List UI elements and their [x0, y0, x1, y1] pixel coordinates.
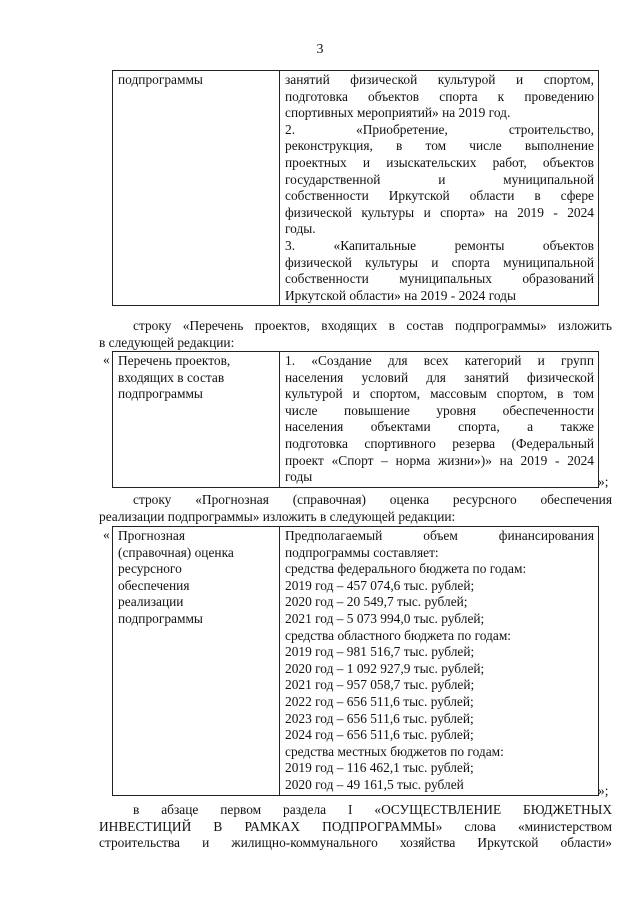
text-line: населения объектами спорта, а также: [285, 419, 594, 435]
text-line: 1. «Создание для всех категорий и групп: [285, 353, 594, 368]
open-quote: «: [103, 352, 110, 367]
table-row: [113, 71, 599, 306]
text-line: проект «Спорт – норма жизни»)» на 2019 - 2024: [285, 452, 594, 468]
passport-table-continued: [112, 70, 599, 306]
text-line: ИНВЕСТИЦИЙ В РАМКАХ ПОДПРОГРАММЫ» слова «министерством: [99, 818, 612, 834]
text-line: 2021 год – 957 058,7 тыс. рублей;: [285, 677, 475, 693]
text-line: физической культуры и спорта» на 2019 - 2024: [285, 204, 594, 220]
text-line: Предполагаемый объем финансирования: [285, 528, 594, 543]
row-value: [280, 71, 599, 306]
text-line: реализации подпрограммы» изложить в следующей редакции:: [99, 508, 456, 524]
text-line: культурой и спортом, массовым спортом, в том: [285, 386, 594, 402]
text-line: 2022 год – 656 511,6 тыс. рублей;: [285, 693, 474, 709]
text-line: (справочная) оценка: [118, 544, 234, 560]
text-line: обеспечения: [118, 577, 190, 593]
instruction-paragraph: [99, 802, 612, 852]
text-line: годы.: [285, 221, 316, 237]
text-line: подготовка объектов спорта к проведению: [285, 88, 594, 104]
text-line: реализации: [118, 594, 184, 610]
text-line: Иркутской области» на 2019 - 2024 годы: [285, 287, 516, 303]
resources-table: [112, 526, 599, 796]
text-line: 2024 год – 656 511,6 тыс. рублей;: [285, 727, 474, 743]
text-line: 2023 год – 656 511,6 тыс. рублей;: [285, 710, 474, 726]
text-line: 2019 год – 457 074,6 тыс. рублей;: [285, 577, 475, 593]
text-line: строительства и жилищно-коммунального хозяйства Иркутской области»: [99, 835, 612, 851]
text-line: населения условий для занятий физической: [285, 369, 594, 385]
text-line: 2019 год – 116 462,1 тыс. рублей;: [285, 760, 474, 776]
text-line: средства федерального бюджета по годам:: [285, 561, 527, 577]
text-line: входящих в состав: [118, 369, 225, 385]
text-line: Перечень проектов,: [118, 353, 231, 368]
text-line: годы: [285, 469, 313, 485]
text-line: в следующей редакции:: [99, 334, 235, 350]
text-line: 2020 год – 49 161,5 тыс. рублей: [285, 776, 464, 792]
text-line: строку «Прогнозная (справочная) оценка ресурсного обеспечения: [133, 492, 612, 507]
text-line: средства областного бюджета по годам:: [285, 627, 512, 643]
row-value: [280, 527, 599, 796]
text-line: 2020 год – 20 549,7 тыс. рублей;: [285, 594, 468, 610]
table-row: [113, 527, 599, 796]
projects-table: [112, 351, 599, 488]
text-line: в абзаце первом раздела I «ОСУЩЕСТВЛЕНИЕ БЮДЖЕТНЫХ: [133, 802, 612, 817]
row-value: [280, 352, 599, 488]
text-line: подпрограммы составляет:: [285, 544, 439, 560]
page-number: 3: [316, 42, 324, 57]
text-line: средства местных бюджетов по годам:: [285, 743, 504, 759]
text-line: реконструкция, в том числе выполнение: [285, 138, 594, 154]
row-label: [113, 352, 280, 488]
instruction-paragraph: [99, 492, 612, 525]
text-line: числе повышение уровня обеспеченности: [285, 402, 594, 418]
text-line: 2019 год – 981 516,7 тыс. рублей;: [285, 644, 475, 660]
text-line: Прогнозная: [118, 528, 185, 543]
table-row: [113, 352, 599, 488]
text-line: физической культуры и спорта муниципальной: [285, 254, 594, 270]
text-line: 3. «Капитальные ремонты объектов: [285, 237, 594, 253]
text-line: подпрограммы: [118, 610, 203, 626]
row-label: подпрограммы: [113, 71, 280, 306]
text-line: ресурсного: [118, 561, 182, 577]
text-line: подготовка спортивного резерва (Федеральный: [285, 435, 594, 451]
text-line: собственности Иркутской области в сфере: [285, 188, 594, 204]
text-line: 2020 год – 1 092 927,9 тыс. рублей;: [285, 660, 485, 676]
text-line: собственности муниципальных образований: [285, 271, 594, 287]
text-line: государственной и муниципальной: [285, 171, 594, 187]
close-quote: »;: [598, 474, 609, 489]
text-line: строку «Перечень проектов, входящих в состав подпрограммы» изложить: [133, 318, 612, 333]
close-quote: »;: [598, 783, 609, 798]
text-line: подпрограммы: [118, 386, 203, 402]
text-line: 2021 год – 5 073 994,0 тыс. рублей;: [285, 610, 485, 626]
open-quote: «: [103, 527, 110, 542]
row-label: [113, 527, 280, 796]
text-line: занятий физической культурой и спортом,: [285, 72, 594, 87]
text-line: проектных и изыскательских работ, объектов: [285, 154, 594, 170]
text-line: 2. «Приобретение, строительство,: [285, 121, 594, 137]
instruction-paragraph: [99, 318, 612, 351]
text-line: спортивных мероприятий» на 2019 год.: [285, 105, 511, 121]
